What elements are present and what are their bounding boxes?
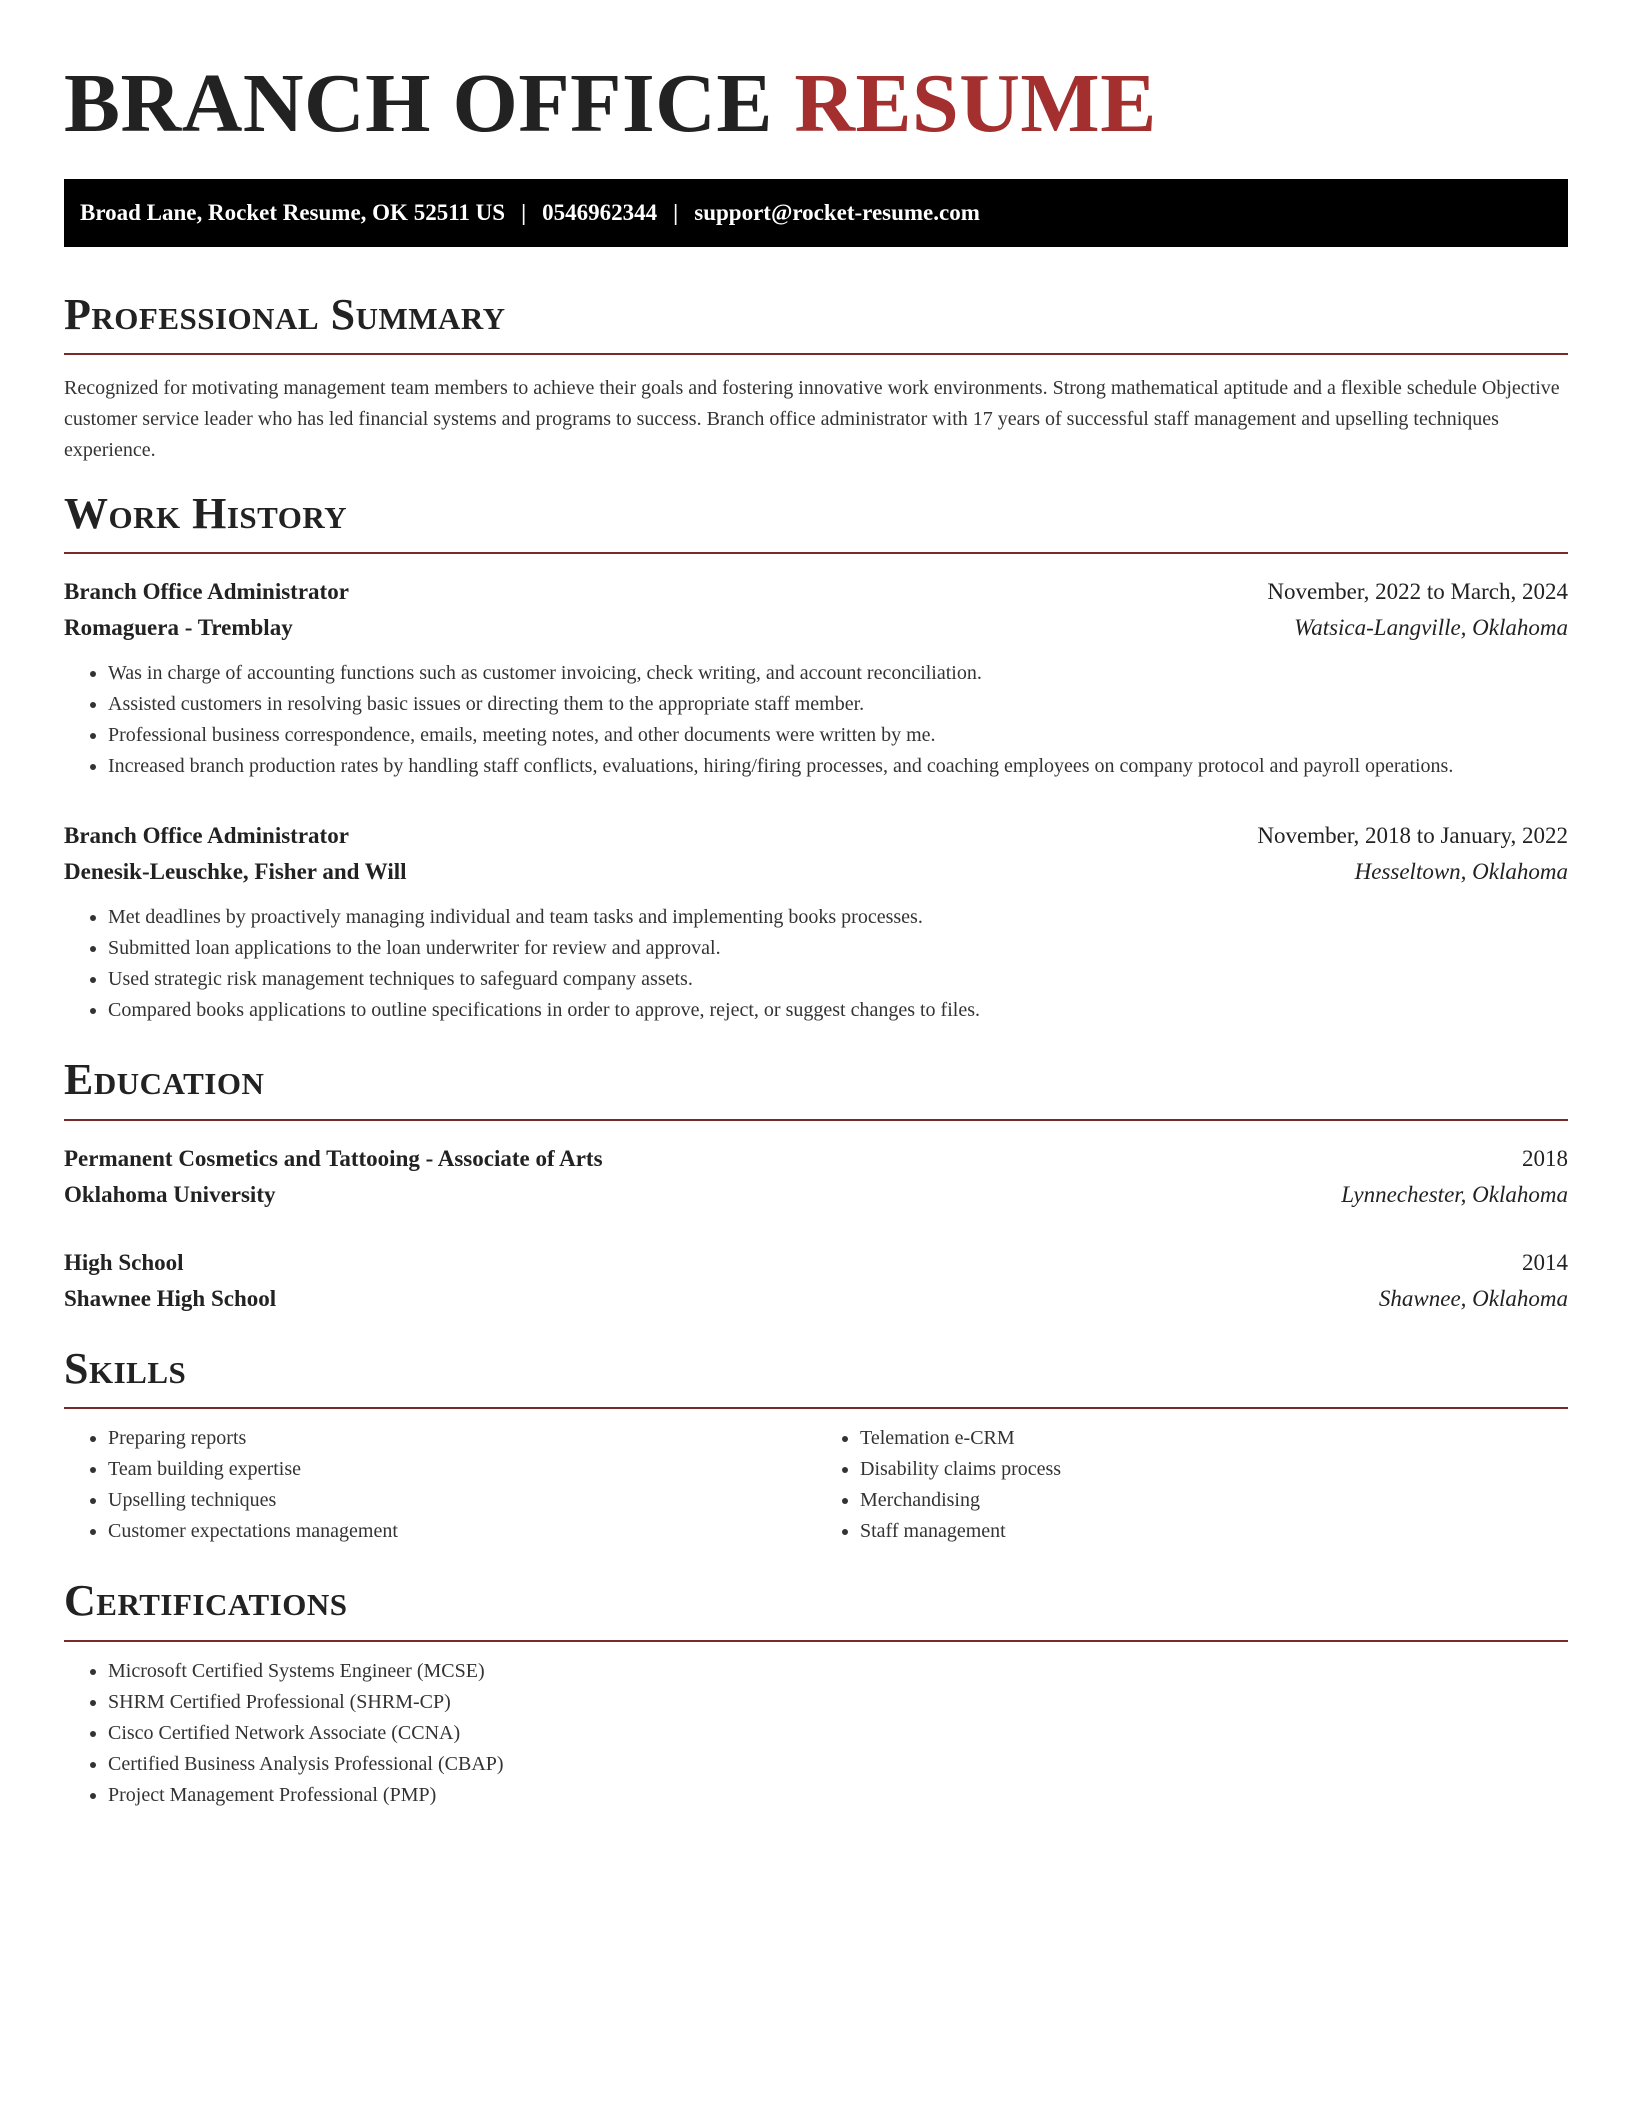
education-year: 2014 (1522, 1249, 1568, 1275)
education-school: Oklahoma University (64, 1181, 276, 1207)
summary-heading: Professional Summary (64, 289, 506, 339)
skills-heading: Skills (64, 1343, 187, 1393)
section-divider (64, 1640, 1568, 1642)
job-entry (64, 574, 1568, 782)
job-company: Denesik-Leuschke, Fisher and Will (64, 859, 407, 885)
job-bullet: • Met deadlines by proactively managing individual and team tasks and implementing books processes. (108, 902, 1568, 933)
job-bullet: • Used strategic risk management techniques to safeguard company assets. (108, 964, 1568, 995)
certifications-heading: Certifications (64, 1576, 348, 1626)
job-company: Romaguera - Tremblay (64, 615, 293, 641)
skill-item: • Upselling techniques (108, 1485, 816, 1516)
certifications-section (64, 1577, 1568, 1810)
skill-item: • Team building expertise (108, 1454, 816, 1485)
job-bullet: • Increased branch production rates by handling staff conflicts, evaluations, hiring/firing processes, and coaching employees on company protocol and payroll operations. (108, 751, 1568, 782)
skills-grid (64, 1423, 1568, 1547)
contact-separator: | (521, 199, 527, 225)
education-degree: Permanent Cosmetics and Tattooing - Associate of Arts (64, 1145, 603, 1171)
education-year: 2018 (1522, 1145, 1568, 1171)
skill-item: • Staff management (860, 1516, 1568, 1547)
education-heading: Education (64, 1055, 265, 1105)
education-degree: High School (64, 1249, 184, 1275)
section-divider (64, 1407, 1568, 1409)
work-history-heading: Work History (64, 488, 348, 538)
education-entry (64, 1245, 1568, 1317)
job-bullet: • Professional business correspondence, emails, meeting notes, and other documents were written by me. (108, 720, 1568, 751)
skill-item: • Preparing reports (108, 1423, 816, 1454)
contact-email: support@rocket-resume.com (694, 199, 980, 225)
contact-bar (64, 179, 1568, 247)
certification-item: • Project Management Professional (PMP) (108, 1780, 1568, 1811)
contact-address: Broad Lane, Rocket Resume, OK 52511 US (80, 199, 506, 225)
contact-phone: 0546962344 (542, 199, 658, 225)
job-bullet: • Was in charge of accounting functions such as customer invoicing, check writing, and account reconciliation. (108, 658, 1568, 689)
certification-item: • Cisco Certified Network Associate (CCNA) (108, 1718, 1568, 1749)
job-entry (64, 818, 1568, 1026)
section-divider (64, 552, 1568, 554)
skill-item: • Disability claims process (860, 1454, 1568, 1485)
skill-item: • Customer expectations management (108, 1516, 816, 1547)
education-location: Lynnechester, Oklahoma (1341, 1181, 1568, 1207)
job-bullet: • Submitted loan applications to the loan underwriter for review and approval. (108, 933, 1568, 964)
summary-section (64, 291, 1568, 466)
education-entry (64, 1141, 1568, 1213)
resume-title-accent: RESUME (794, 57, 1157, 150)
job-bullets (64, 658, 1568, 782)
section-divider (64, 1119, 1568, 1121)
certification-item: • Certified Business Analysis Professional (CBAP) (108, 1749, 1568, 1780)
skills-list-right (816, 1423, 1568, 1547)
job-bullet: • Compared books applications to outline specifications in order to approve, reject, or suggest changes to files. (108, 995, 1568, 1026)
contact-separator: | (673, 199, 679, 225)
job-location: Watsica-Langville, Oklahoma (1294, 615, 1568, 641)
certification-item: • SHRM Certified Professional (SHRM-CP) (108, 1687, 1568, 1718)
education-school: Shawnee High School (64, 1285, 277, 1311)
job-dates: November, 2022 to March, 2024 (1267, 579, 1568, 605)
summary-text: Recognized for motivating management team members to achieve their goals and fostering innovative work environments. Strong mathematical aptitude and a flexible schedule Objective customer service leader who has led financial systems and programs to success. Branch office administrator with 17 years of successful staff management and upselling techniques experience. (64, 376, 1560, 461)
education-section (64, 1056, 1568, 1316)
work-history-section (64, 490, 1568, 1026)
skill-item: • Merchandising (860, 1485, 1568, 1516)
skills-list-left (64, 1423, 816, 1547)
certification-item: • Microsoft Certified Systems Engineer (MCSE) (108, 1656, 1568, 1687)
job-location: Hesseltown, Oklahoma (1354, 859, 1568, 885)
job-dates: November, 2018 to January, 2022 (1257, 823, 1568, 849)
job-bullets (64, 902, 1568, 1026)
education-location: Shawnee, Oklahoma (1378, 1285, 1568, 1311)
job-title: Branch Office Administrator (64, 579, 349, 605)
job-bullet: • Assisted customers in resolving basic issues or directing them to the appropriate staff member. (108, 689, 1568, 720)
skill-item: • Telemation e-CRM (860, 1423, 1568, 1454)
resume-title-main: BRANCH OFFICE (64, 57, 773, 150)
certifications-list (64, 1656, 1568, 1811)
job-title: Branch Office Administrator (64, 823, 349, 849)
resume-title (64, 56, 1568, 153)
section-divider (64, 353, 1568, 355)
skills-section (64, 1345, 1568, 1547)
